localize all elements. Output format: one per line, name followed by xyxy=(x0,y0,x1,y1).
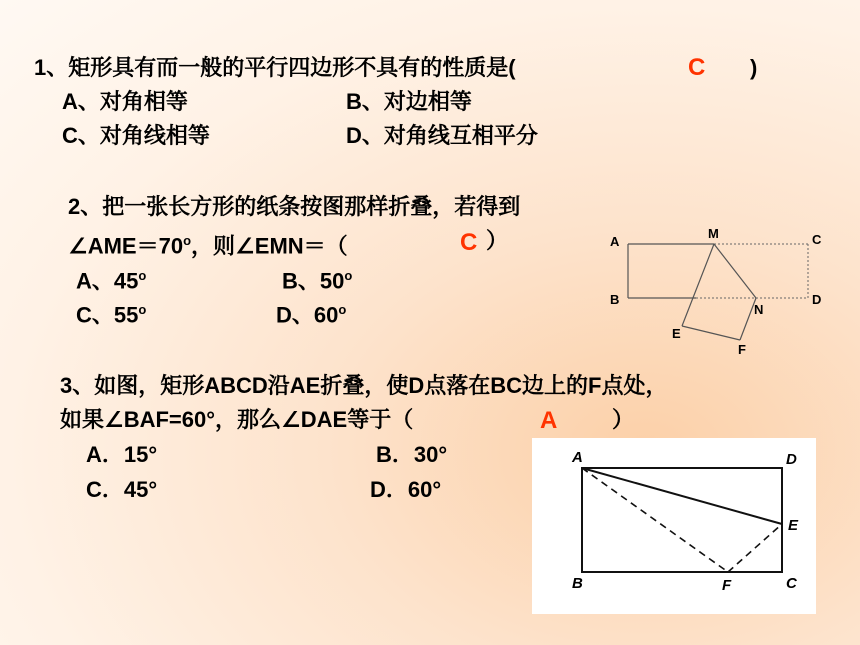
q2-option-b: B、50$^o$ xyxy=(282,268,353,294)
q1-answer: C xyxy=(688,54,706,81)
q1-stem: 1、矩形具有而一般的平行四边形不具有的性质是( xyxy=(34,55,516,80)
q3-rectangle-abcd xyxy=(582,468,782,572)
q3-option-a: A．15° xyxy=(86,442,158,467)
q3-label-a: A xyxy=(572,449,583,466)
q3-answer: A xyxy=(540,407,558,434)
q2-answer: C xyxy=(460,229,478,256)
q3-option-c: C．45° xyxy=(86,477,158,502)
q3-line1: 3、如图，矩形ABCD沿AE折叠，使D点落在BC边上的F点处， xyxy=(60,373,668,398)
q3-label-b: B xyxy=(572,575,583,592)
q3-line2: 如果∠BAF=60°，那么∠DAE等于（ xyxy=(60,407,414,432)
q1-option-c: C、对角线相等 xyxy=(62,123,210,148)
q2-fold-figure xyxy=(600,222,840,362)
q3-close: ） xyxy=(612,407,635,432)
q2-flap-me xyxy=(682,244,714,326)
q2-line2-pre: ∠AME＝70 xyxy=(68,233,184,259)
q2-label-n: N xyxy=(754,302,764,317)
q2-degree: o xyxy=(183,233,192,248)
q3-option-d: D．60° xyxy=(370,477,442,502)
q2-label-b: B xyxy=(610,292,620,307)
q2-label-a: A xyxy=(610,234,620,249)
q2-line1: 2、把一张长方形的纸条按图那样折叠，若得到 xyxy=(68,194,521,219)
q1-option-b: B、对边相等 xyxy=(346,89,472,114)
q3-label-f: F xyxy=(722,577,732,594)
q2-label-m: M xyxy=(708,226,719,241)
q2-option-a: A、45$^o$ xyxy=(76,268,147,294)
q3-label-e: E xyxy=(788,517,799,534)
q3-dashed-af xyxy=(582,468,728,572)
q2-flap-ef xyxy=(682,326,740,340)
q1-close: ) xyxy=(750,55,758,80)
q2-label-c: C xyxy=(812,232,822,247)
q3-fold-figure xyxy=(532,438,816,614)
q2-line2 xyxy=(68,227,348,260)
q3-label-d: D xyxy=(786,451,797,468)
q3-label-c: C xyxy=(786,575,797,592)
q3-option-b: B．30° xyxy=(376,442,448,467)
q1-option-a: A、对角相等 xyxy=(62,89,188,114)
q1-option-d: D、对角线互相平分 xyxy=(346,123,538,148)
q2-option-d: D、60$^o$ xyxy=(276,302,347,328)
q2-label-f: F xyxy=(738,342,746,357)
q2-fold-mn xyxy=(714,244,756,298)
q2-close: ） xyxy=(486,228,509,253)
q2-option-c: C、55$^o$ xyxy=(76,302,147,328)
q3-dashed-fe xyxy=(728,524,782,572)
q2-line2-post: ，则∠EMN＝（ xyxy=(191,233,348,259)
q2-label-e: E xyxy=(672,326,681,341)
q2-label-d: D xyxy=(812,292,822,307)
q3-fold-line-ae xyxy=(582,468,782,524)
